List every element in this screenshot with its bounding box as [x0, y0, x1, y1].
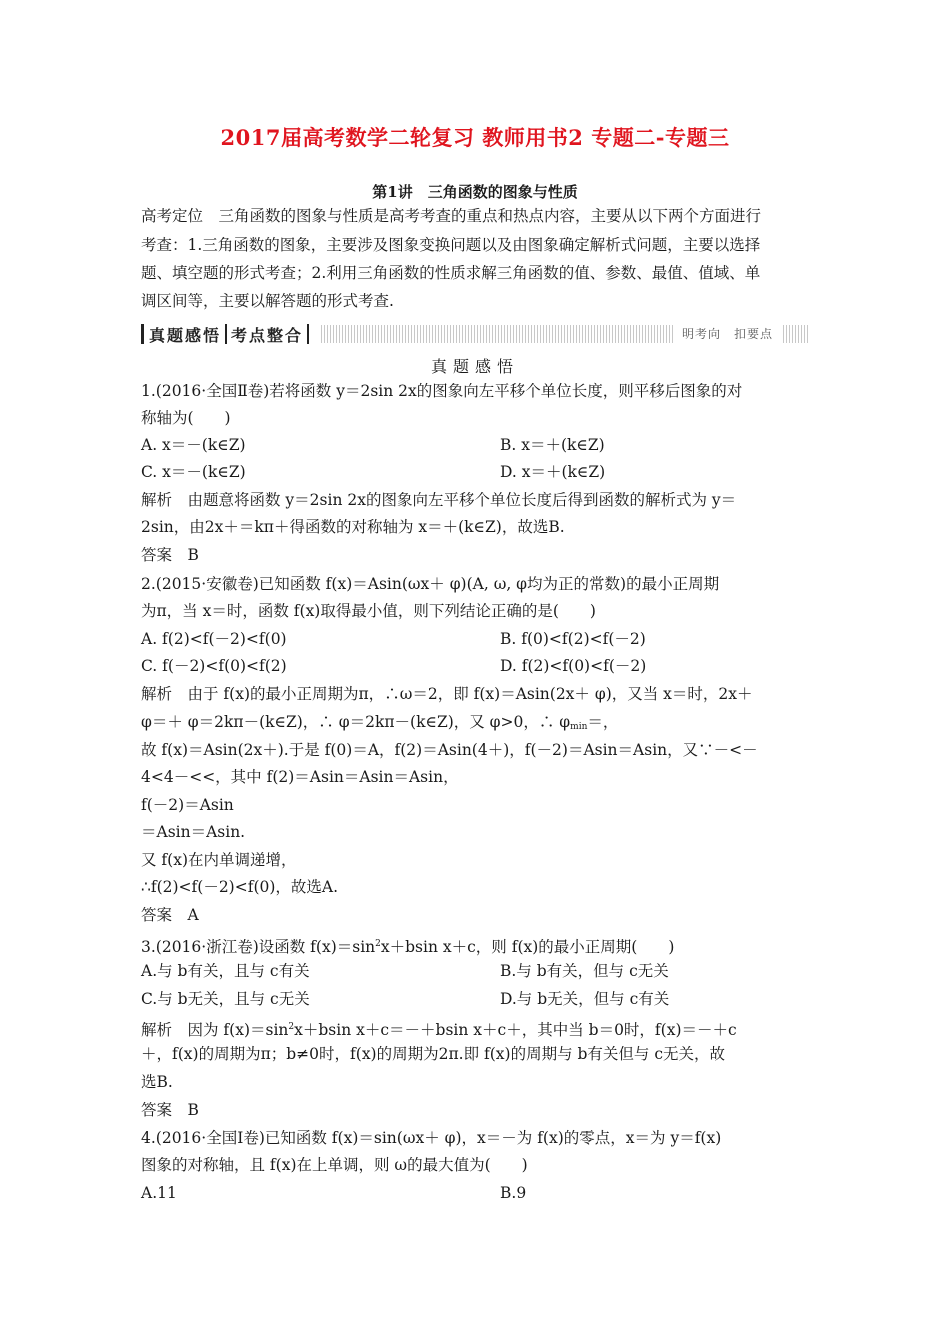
q1-stem-line-2: 称轴为( )	[141, 409, 231, 427]
q3-stem-line-1: 3.(2016·浙江卷)设函数 $f(x)=\sin^2x+bsin$ x＋c，则 f(x)的最小正周期( )	[141, 938, 675, 956]
q2-option-c: C. f(－2)<f(0)<f(2)	[141, 657, 287, 675]
banner-bar-icon	[141, 324, 144, 344]
banner-divider	[307, 324, 309, 344]
q1-option-b: B. x＝＋(k∈Z)	[500, 436, 605, 454]
q2-solution-line-6: ＝Asin＝Asin.	[141, 823, 246, 841]
q3-option-a: A.与 b有关，且与 c有关	[141, 962, 310, 980]
banner-label-key-points: 考点整合	[231, 325, 304, 345]
q3-solution-line-3: 选B.	[141, 1073, 173, 1091]
q2-solution-line-4: 4<4－<<，其中 f(2)＝Asin＝Asin＝Asin，	[141, 768, 459, 786]
q2-solution-line-2: φ＝＋ φ＝2kπ－(k∈Z)，∴ φ＝2kπ－(k∈Z)，又 φ>0，∴ $\varphi_{min}=$，	[141, 713, 619, 732]
q2-stem-line-2: 为π，当 x＝时，函数 f(x)取得最小值，则下列结论正确的是( )	[141, 602, 596, 620]
intro-line-1: 高考定位 三角函数的图象与性质是高考考查的重点和热点内容，主要从以下两个方面进行	[141, 207, 762, 225]
q2-solution-line-8: ∴f(2)<f(－2)<f(0)，故选A.	[141, 878, 339, 896]
banner-divider	[225, 324, 227, 344]
intro-line-3: 题、填空题的形式考查；2.利用三角函数的性质求解三角函数的值、参数、最值、值域、单	[141, 264, 761, 282]
banner-tabs	[141, 323, 313, 346]
q4-option-b: B.9	[500, 1184, 527, 1202]
q1-option-a: A. x＝－(k∈Z)	[141, 436, 246, 454]
section-banner	[141, 323, 809, 345]
intro-line-2: 考查：1.三角函数的图象，主要涉及图象变换问题以及由图象确定解析式问题，主要以选择	[141, 236, 761, 254]
q4-stem-line-1: 4.(2016·全国Ⅰ卷)已知函数 f(x)＝sin(ωx＋ φ)，x＝－为 f(x)的零点，x＝为 y＝f(x)	[141, 1129, 722, 1147]
q3-option-b: B.与 b有关，但与 c无关	[500, 962, 669, 980]
q1-option-d: D. x＝＋(k∈Z)	[500, 463, 606, 481]
intro-line-4: 调区间等，主要以解答题的形式考查.	[141, 292, 394, 310]
q1-option-c: C. x＝－(k∈Z)	[141, 463, 246, 481]
q1-stem-line-1: 1.(2016·全国Ⅱ卷)若将函数 y＝2sin 2x的图象向左平移个单位长度，则平移后图象的对	[141, 382, 743, 400]
q2-solution-line-5: f(－2)＝Asin	[141, 796, 234, 814]
q2-solution-line-7: 又 f(x)在内单调递增，	[141, 851, 297, 869]
q2-option-d: D. f(2)<f(0)<f(－2)	[500, 657, 647, 675]
q2-solution-line-3: 故 f(x)＝Asin(2x＋).于是 f(0)＝A，f(2)＝Asin(4＋)，f(－2)＝Asin＝Asin，又∵－<－	[141, 741, 758, 759]
q3-answer: 答案 B	[141, 1101, 199, 1119]
q1-solution-line-1: 解析 由题意将函数 y＝2sin 2x的图象向左平移个单位长度后得到函数的解析式为 y＝	[141, 491, 737, 509]
q1-solution-line-2: 2sin，由2x＋＝kπ＋得函数的对称轴为 x＝＋(k∈Z)，故选B.	[141, 518, 565, 536]
subsection-heading: 真题感悟	[430, 357, 519, 376]
q3-option-c: C.与 b无关，且与 c无关	[141, 990, 310, 1008]
banner-hatch	[321, 325, 809, 343]
page-title: 2017届高考数学二轮复习 教师用书2 专题二-专题三	[220, 125, 730, 150]
q3-option-d: D.与 b无关，但与 c有关	[500, 990, 670, 1008]
q4-option-a: A.11	[141, 1184, 177, 1202]
q2-option-a: A. f(2)<f(－2)<f(0)	[141, 630, 287, 648]
q2-stem-line-1: 2.(2015·安徽卷)已知函数 f(x)＝Asin(ωx＋ φ)(A, ω, φ均为正的常数)的最小正周期	[141, 575, 720, 593]
q1-answer: 答案 B	[141, 546, 199, 564]
banner-right-text: 明考向 扣要点	[674, 325, 781, 343]
q3-solution-line-2: ＋，f(x)的周期为π；b≠0时，f(x)的周期为2π.即 f(x)的周期与 b有关但与 c无关，故	[141, 1045, 726, 1063]
q2-answer: 答案 A	[141, 906, 199, 924]
q3-solution-line-1: 解析 因为 $f(x)=\sin^2x+bsin$ x＋c＝－＋bsin x＋c＋，其中当 b＝0时，f(x)＝－＋c	[141, 1021, 737, 1039]
section-title: 第1讲 三角函数的图象与性质	[372, 183, 578, 201]
q2-solution-line-1: 解析 由于 f(x)的最小正周期为π，∴ω＝2，即 f(x)＝Asin(2x＋ φ)，又当 x＝时，2x＋	[141, 685, 753, 703]
q2-option-b: B. f(0)<f(2)<f(－2)	[500, 630, 646, 648]
banner-label-real-questions: 真题感悟	[149, 325, 222, 345]
q4-stem-line-2: 图象的对称轴，且 f(x)在上单调，则 ω的最大值为( )	[141, 1156, 528, 1174]
